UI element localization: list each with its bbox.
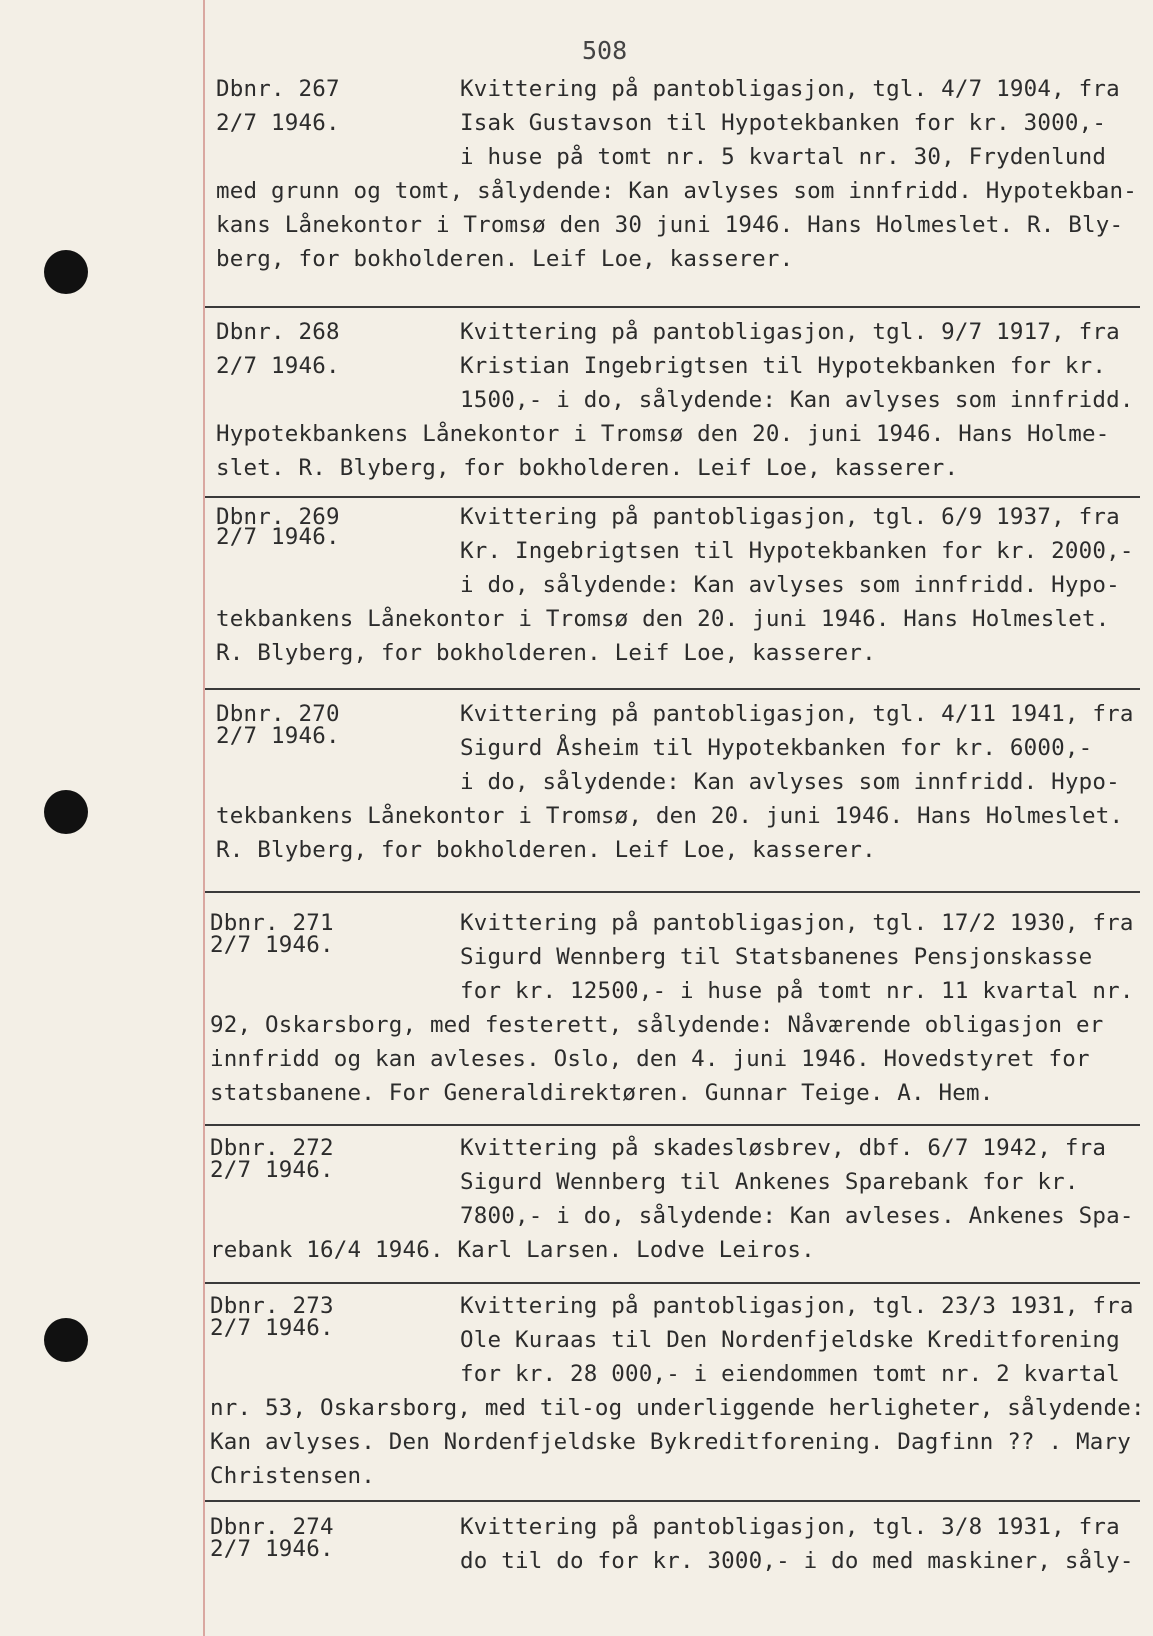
entry-text-line: tekbankens Lånekontor i Tromsø den 20. juni 1946. Hans Holmeslet. [216,606,1110,632]
entry-text-line: nr. 53, Oskarsborg, med til-og underliggende herligheter, sålydende: [210,1395,1145,1421]
entry-text-line: Hypotekbankens Lånekontor i Tromsø den 20. juni 1946. Hans Holme- [216,421,1110,447]
entry-divider [205,1282,1140,1284]
entry-text-line: Kvittering på pantobligasjon, tgl. 17/2 1930, fra [460,910,1134,936]
entry-ref: Dbnr. 273 [210,1293,334,1319]
entry-text-line: Kristian Ingebrigtsen til Hypotekbanken for kr. [460,353,1107,379]
entry-text-line: R. Blyberg, for bokholderen. Leif Loe, kasserer. [216,837,876,863]
entry-text-line: i do, sålydende: Kan avlyses som innfridd. Hypo- [460,769,1120,795]
entry-date: 2/7 1946. [216,723,340,749]
entry-text-line: Kvittering på pantobligasjon, tgl. 6/9 1937, fra [460,504,1120,530]
margin-line [203,0,205,1636]
punch-hole-icon [44,250,88,294]
entry-ref: Dbnr. 268 [216,319,340,345]
entry-text-line: kans Lånekontor i Tromsø den 30 juni 1946. Hans Holmeslet. R. Bly- [216,212,1124,238]
entry-divider [205,496,1140,498]
entry-ref: Dbnr. 267 [216,76,340,102]
entry-text-line: Sigurd Åsheim til Hypotekbanken for kr. 6000,- [460,735,1093,761]
entry-date: 2/7 1946. [210,1315,334,1341]
entry-text-line: innfridd og kan avleses. Oslo, den 4. juni 1946. Hovedstyret for [210,1046,1090,1072]
entry-date: 2/7 1946. [216,353,340,379]
entry-divider [205,688,1140,690]
entry-ref: Dbnr. 270 [216,701,340,727]
entry-text-line: Kvittering på skadesløsbrev, dbf. 6/7 1942, fra [460,1135,1107,1161]
entry-ref: Dbnr. 272 [210,1135,334,1161]
entry-text-line: Kvittering på pantobligasjon, tgl. 9/7 1917, fra [460,319,1120,345]
entry-divider [205,1500,1140,1502]
entry-divider [205,306,1140,308]
entry-text-line: i huse på tomt nr. 5 kvartal nr. 30, Frydenlund [460,144,1107,170]
entry-text-line: tekbankens Lånekontor i Tromsø, den 20. juni 1946. Hans Holmeslet. [216,803,1124,829]
entry-text-line: Ole Kuraas til Den Nordenfjeldske Kreditforening [460,1327,1120,1353]
entry-text-line: Kr. Ingebrigtsen til Hypotekbanken for kr. 2000,- [460,538,1134,564]
entry-date: 2/7 1946. [216,524,340,550]
punch-hole-icon [44,1318,88,1362]
entry-text-line: berg, for bokholderen. Leif Loe, kasserer. [216,246,794,272]
entry-text-line: for kr. 12500,- i huse på tomt nr. 11 kvartal nr. [460,978,1134,1004]
entry-text-line: 7800,- i do, sålydende: Kan avleses. Ankenes Spa- [460,1203,1134,1229]
entry-ref: Dbnr. 269 [216,504,340,530]
entry-text-line: Sigurd Wennberg til Ankenes Sparebank for kr. [460,1169,1079,1195]
entry-date: 2/7 1946. [216,110,340,136]
entry-text-line: 92, Oskarsborg, med festerett, sålydende: Nåværende obligasjon er [210,1012,1104,1038]
entry-text-line: do til do for kr. 3000,- i do med maskiner, såly- [460,1548,1134,1574]
entry-divider [205,891,1140,893]
entry-text-line: for kr. 28 000,- i eiendommen tomt nr. 2 kvartal [460,1361,1120,1387]
page-number: 508 [582,36,628,65]
entry-text-line: statsbanene. For Generaldirektøren. Gunnar Teige. A. Hem. [210,1080,994,1106]
entry-text-line: 1500,- i do, sålydende: Kan avlyses som innfridd. [460,387,1134,413]
punch-hole-icon [44,790,88,834]
entry-text-line: Kvittering på pantobligasjon, tgl. 4/11 1941, fra [460,701,1134,727]
entry-divider [205,1124,1140,1126]
entry-date: 2/7 1946. [210,1157,334,1183]
entry-text-line: Kvittering på pantobligasjon, tgl. 4/7 1904, fra [460,76,1120,102]
entry-ref: Dbnr. 271 [210,910,334,936]
entry-date: 2/7 1946. [210,1536,334,1562]
entry-text-line: med grunn og tomt, sålydende: Kan avlyses som innfridd. Hypotekban- [216,178,1137,204]
entry-text-line: Isak Gustavson til Hypotekbanken for kr. 3000,- [460,110,1107,136]
entry-text-line: Sigurd Wennberg til Statsbanenes Pensjonskasse [460,944,1093,970]
entry-text-line: Kan avlyses. Den Nordenfjeldske Bykreditforening. Dagfinn ?? . Mary [210,1429,1131,1455]
entry-ref: Dbnr. 274 [210,1514,334,1540]
entry-text-line: i do, sålydende: Kan avlyses som innfridd. Hypo- [460,572,1120,598]
entry-date: 2/7 1946. [210,932,334,958]
entry-text-line: Kvittering på pantobligasjon, tgl. 23/3 1931, fra [460,1293,1134,1319]
entry-text-line: Christensen. [210,1463,375,1489]
entry-text-line: rebank 16/4 1946. Karl Larsen. Lodve Leiros. [210,1237,815,1263]
entry-text-line: slet. R. Blyberg, for bokholderen. Leif Loe, kasserer. [216,455,959,481]
entry-text-line: R. Blyberg, for bokholderen. Leif Loe, kasserer. [216,640,876,666]
entry-text-line: Kvittering på pantobligasjon, tgl. 3/8 1931, fra [460,1514,1120,1540]
